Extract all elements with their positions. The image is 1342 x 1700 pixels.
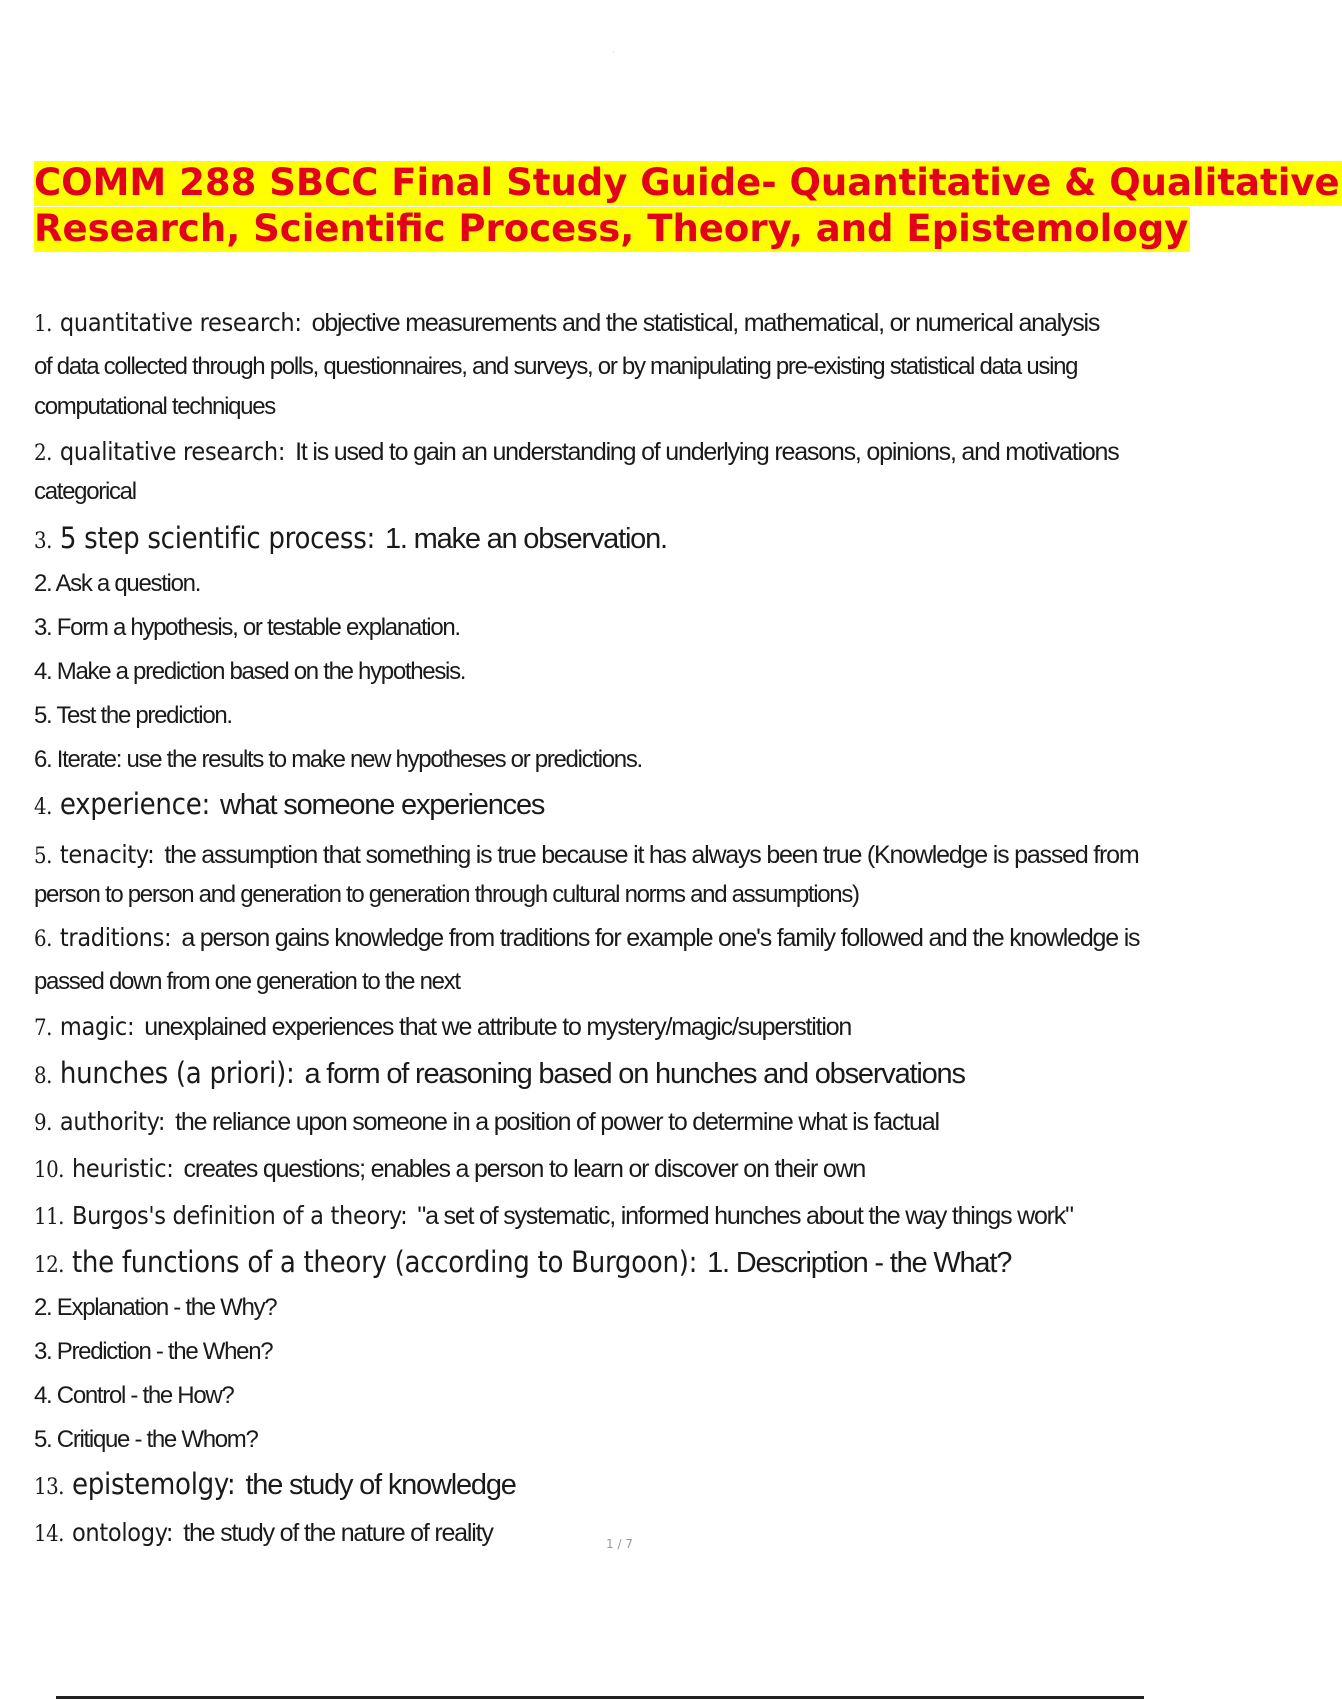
list-item: 6. Iterate: use the results to make new hypotheses or predictions. [34, 746, 642, 773]
entry-definition-line: computational techniques [34, 393, 275, 420]
entry-term: magic: [59, 1012, 135, 1041]
entry-definition-line: passed down from one generation to the next [34, 968, 460, 995]
list-item: 5. Test the prediction. [34, 702, 232, 729]
list-item: 4. Make a prediction based on the hypothesis. [34, 658, 466, 685]
entry-quantitative-research [34, 302, 1200, 345]
entry-scientific-process [34, 518, 1200, 562]
entry-definition: unexplained experiences that we attribute to mystery/magic/superstition [144, 1013, 852, 1041]
page-title-line-1: COMM 288 SBCC Final Study Guide- Quantitative & Qualitative [34, 161, 1340, 204]
entry-definition: a form of reasoning based on hunches and observations [304, 1058, 965, 1090]
entry-tenacity [34, 834, 1200, 877]
entry-definition: the study of the nature of reality [183, 1519, 493, 1547]
entry-term: ontology: [71, 1518, 174, 1547]
entry-definition-line: objective measurements and the statistical, mathematical, or numerical analysis [311, 309, 1100, 337]
entry-definition-line: a person gains knowledge from traditions for example one's family followed and the knowledge is [181, 924, 1140, 952]
list-item: 2. Ask a question. [34, 570, 201, 597]
entry-magic [34, 1006, 1200, 1049]
entry-term: epistemolgy: [71, 1467, 236, 1501]
entry-qualitative-research [34, 431, 1200, 474]
entry-number: 9. [34, 1111, 52, 1136]
entry-experience [34, 784, 1200, 828]
entry-definition: what someone experiences [219, 789, 545, 821]
entry-theory-functions [34, 1242, 1200, 1286]
page-title [34, 160, 1340, 252]
entry-number: 8. [34, 1064, 52, 1089]
entry-term: 5 step scientific process: [59, 521, 375, 555]
entry-number: 3. [34, 529, 52, 554]
list-item: 5. Critique - the Whom? [34, 1426, 258, 1453]
entry-number: 7. [34, 1016, 52, 1041]
list-item: 3. Prediction - the When? [34, 1338, 273, 1365]
entry-term: tenacity: [59, 840, 155, 869]
page-top-mark: · [612, 48, 615, 58]
entry-number: 13. [34, 1475, 64, 1500]
list-item: 4. Control - the How? [34, 1382, 234, 1409]
entry-definition: creates questions; enables a person to learn or discover on their own [183, 1155, 866, 1183]
entry-heuristic [34, 1148, 1200, 1191]
entry-definition-line: person to person and generation to generation through cultural norms and assumptions) [34, 881, 859, 908]
entry-definition: "a set of systematic, informed hunches about the way things work" [417, 1202, 1073, 1230]
entry-definition: the study of knowledge [245, 1469, 516, 1501]
entry-number: 12. [34, 1253, 64, 1278]
study-guide-list [34, 302, 1200, 1555]
entry-definition-line: It is used to gain an understanding of underlying reasons, opinions, and motivations [295, 438, 1119, 466]
entry-number: 4. [34, 795, 52, 820]
page-title-line-2: Research, Scientific Process, Theory, and Epistemology [34, 207, 1189, 250]
entry-term: qualitative research: [59, 437, 286, 466]
entry-term: authority: [59, 1107, 166, 1136]
entry-number: 6. [34, 927, 52, 952]
entry-term: heuristic: [71, 1154, 174, 1183]
entry-definition: the reliance upon someone in a position of power to determine what is factual [175, 1108, 939, 1136]
entry-term: traditions: [59, 923, 172, 952]
entry-authority [34, 1101, 1200, 1144]
page-number: 1 / 7 [606, 1537, 633, 1551]
entry-term: experience: [59, 787, 210, 821]
entry-traditions [34, 917, 1200, 960]
entry-definition-line: the assumption that something is true because it has always been true (Knowledge is passed from [164, 841, 1139, 869]
entry-number: 11. [34, 1205, 64, 1230]
entry-hunches [34, 1053, 1200, 1097]
entry-number: 10. [34, 1158, 64, 1183]
entry-definition-line: of data collected through polls, questionnaires, and surveys, or by manipulating pre-existing statistical data using [34, 353, 1078, 380]
entry-definition: 1. Description - the What? [707, 1247, 1012, 1279]
list-item: 3. Form a hypothesis, or testable explanation. [34, 614, 460, 641]
entry-theory-definition [34, 1195, 1200, 1238]
entry-term: Burgos's definition of a theory: [71, 1201, 408, 1230]
entry-number: 2. [34, 441, 52, 466]
entry-term: hunches (a priori): [59, 1056, 295, 1090]
entry-definition-line: categorical [34, 478, 136, 505]
entry-number: 5. [34, 844, 52, 869]
list-item: 2. Explanation - the Why? [34, 1294, 277, 1321]
bottom-divider [56, 1696, 1144, 1699]
entry-term: quantitative research: [59, 308, 302, 337]
entry-epistemology [34, 1464, 1200, 1508]
entry-number: 14. [34, 1522, 64, 1547]
entry-term: the functions of a theory (according to Burgoon): [71, 1245, 698, 1279]
entry-definition: 1. make an observation. [384, 523, 667, 555]
entry-number: 1. [34, 312, 52, 337]
